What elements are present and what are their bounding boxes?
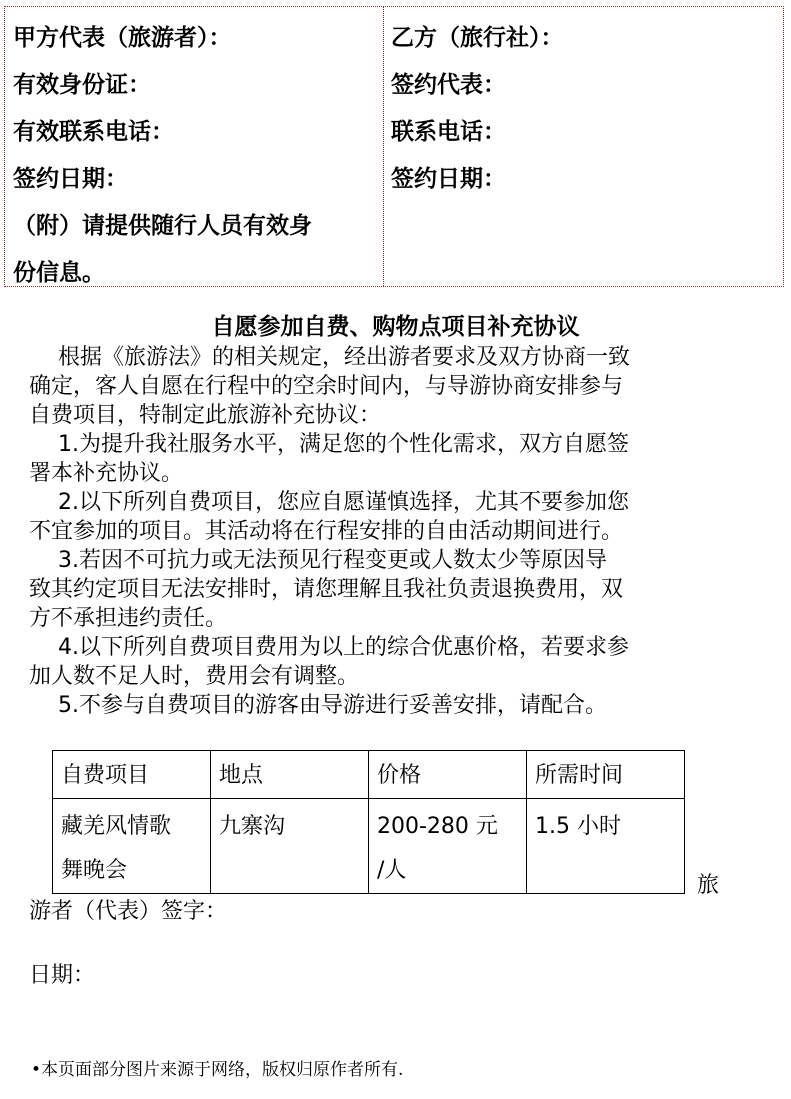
- table-header-cell: 所需时间: [527, 751, 685, 799]
- party-a-date-label: 签约日期：: [13, 166, 128, 192]
- agreement-title: 自愿参加自费、购物点项目补充协议: [211, 314, 580, 340]
- agreement-clause-1: 1.为提升我社服务水平，满足您的个性化需求，双方自愿签: [58, 432, 629, 457]
- party-a-phone-label: 有效联系电话：: [13, 119, 174, 145]
- agreement-clause-5: 5.不参与自费项目的游客由导游进行妥善安排，请配合。: [58, 693, 607, 718]
- party-a-id-label: 有效身份证：: [13, 72, 151, 98]
- agreement-clause-3: 3.若因不可抗力或无法预见行程变更或人数太少等原因导: [58, 548, 607, 573]
- agreement-paragraph-line: 根据《旅游法》的相关规定，经出游者要求及双方协商一致: [58, 345, 631, 370]
- party-a-column: [13, 15, 378, 297]
- party-b-column: [391, 15, 771, 203]
- table-row: [53, 799, 685, 894]
- agreement-clause-3-cont: 方不承担违约责任。: [29, 606, 228, 631]
- fee-table: [52, 750, 685, 894]
- party-a-representative-label: 甲方代表（旅游者）：: [13, 25, 232, 51]
- table-cell-duration: 1.5 小时: [527, 799, 685, 894]
- table-header-cell: 地点: [211, 751, 369, 799]
- party-a-note-line1: （附）请提供随行人员有效身: [13, 213, 312, 239]
- party-divider: [383, 7, 384, 286]
- agreement-clause-3-cont: 致其约定项目无法安排时，请您理解且我社负责退换费用，双: [29, 577, 624, 602]
- agreement-clause-2: 2.以下所列自费项目，您应自愿谨慎选择，尤其不要参加您: [58, 490, 629, 515]
- agreement-paragraph-line: 确定，客人自愿在行程中的空余时间内，与导游协商安排参与: [29, 374, 624, 399]
- party-b-agency-label: 乙方（旅行社）：: [391, 25, 564, 51]
- agreement-body: [29, 343, 771, 720]
- agreement-clause-1-cont: 署本补充协议。: [29, 461, 184, 486]
- party-a-note-line2: 份信息。: [13, 260, 105, 286]
- item-name-line2: 舞晚会: [61, 858, 128, 883]
- agreement-clause-4: 4.以下所列自费项目费用为以上的综合优惠价格，若要求参: [58, 635, 629, 660]
- table-header-cell: 自费项目: [53, 751, 211, 799]
- agreement-clause-4-cont: 加人数不足人时，费用会有调整。: [29, 664, 360, 689]
- party-info-box: [4, 6, 784, 287]
- table-header-row: [53, 751, 685, 799]
- table-cell-price: [369, 799, 527, 894]
- table-header-cell: 价格: [369, 751, 527, 799]
- price-line1: 200-280 元: [377, 814, 498, 839]
- party-b-representative-label: 签约代表：: [391, 72, 506, 98]
- agreement-paragraph-line: 自费项目，特制定此旅游补充协议：: [29, 403, 382, 428]
- date-label: 日期：: [29, 963, 96, 988]
- footnote: •本页面部分图片来源于网络，版权归原作者所有.: [31, 1060, 404, 1080]
- party-b-phone-label: 联系电话：: [391, 119, 506, 145]
- signature-label: 游者（代表）签字：: [29, 899, 228, 924]
- table-cell-location: 九寨沟: [211, 799, 369, 894]
- table-cell-item: [53, 799, 211, 894]
- agreement-clause-2-cont: 不宜参加的项目。其活动将在行程安排的自由活动期间进行。: [29, 519, 624, 544]
- item-name-line1: 藏羌风情歌: [61, 814, 172, 839]
- price-line2: /人: [377, 858, 407, 883]
- signature-label-start: 旅: [697, 873, 720, 898]
- party-b-date-label: 签约日期：: [391, 166, 506, 192]
